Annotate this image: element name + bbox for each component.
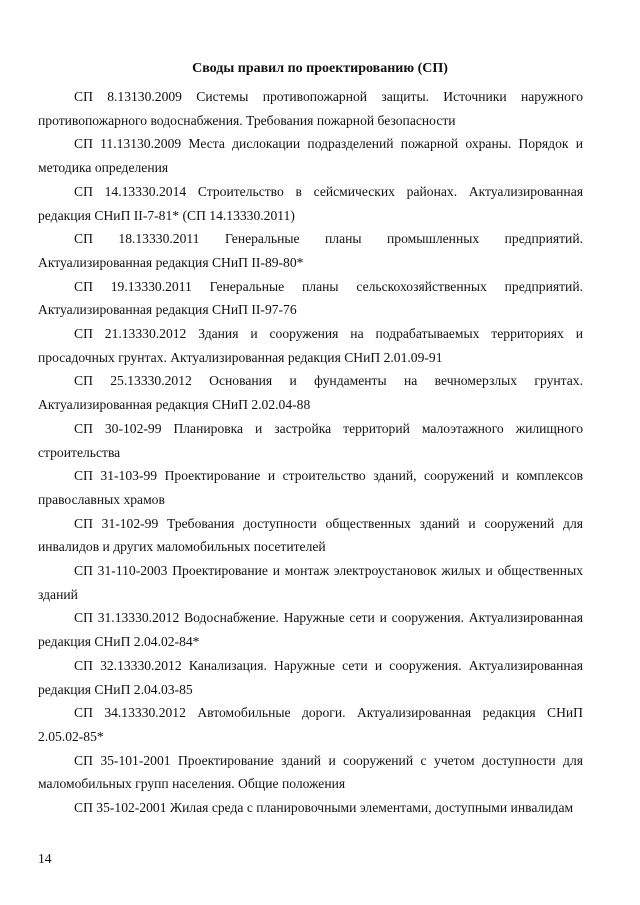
standard-entry: СП 25.13330.2012 Основания и фундаменты на вечномерзлых грунтах. Актуализированная редакция СНиП 2.02.04-88 [38, 373, 583, 413]
standard-entry: СП 19.13330.2011 Генеральные планы сельскохозяйственных предприятий. Актуализированная редакция СНиП II-97-76 [38, 278, 583, 318]
standard-entry: СП 8.13130.2009 Системы противопожарной защиты. Источники наружного противопожарного водоснабжения. Требования пожарной безопасности [38, 89, 583, 128]
page-number: 14 [38, 851, 52, 866]
section-heading: Своды правил по проектированию (СП) [192, 61, 448, 76]
standard-entry: СП 31-103-99 Проектирование и строительство зданий, сооружений и комплексов православных храмов [38, 468, 583, 507]
standards-list [38, 85, 583, 820]
standard-entry: СП 34.13330.2012 Автомобильные дороги. Актуализированная редакция СНиП 2.05.02-85* [38, 705, 583, 744]
standard-entry: СП 31-110-2003 Проектирование и монтаж электроустановок жилых и общественных зданий [38, 563, 583, 602]
standard-entry: СП 30-102-99 Планировка и застройка территорий малоэтажного жилищного строительства [38, 420, 583, 460]
standard-entry: СП 31.13330.2012 Водоснабжение. Наружные сети и сооружения. Актуализированная редакция СНиП 2.04.02-84* [38, 610, 583, 650]
standard-entry: СП 35-102-2001 Жилая среда с планировочными элементами, доступными инвалидам [74, 800, 574, 816]
standard-entry: СП 21.13330.2012 Здания и сооружения на подрабатываемых территориях и просадочных грунтах. Актуализированная редакция СНиП 2.01.09-91 [38, 326, 583, 365]
standard-entry: СП 32.13330.2012 Канализация. Наружные сети и сооружения. Актуализированная редакция СНиП 2.04.03-85 [38, 657, 583, 697]
standard-entry: СП 35-101-2001 Проектирование зданий и сооружений с учетом доступности для маломобильных групп населения. Общие положения [38, 752, 583, 792]
standard-entry: СП 14.13330.2014 Строительство в сейсмических районах. Актуализированная редакция СНиП II-7-81* (СП 14.13330.2011) [38, 183, 583, 223]
standard-entry: СП 31-102-99 Требования доступности общественных зданий и сооружений для инвалидов и других маломобильных посетителей [38, 515, 583, 555]
standard-entry: СП 11.13130.2009 Места дислокации подразделений пожарной охраны. Порядок и методика определения [38, 136, 583, 176]
standard-entry: СП 18.13330.2011 Генеральные планы промышленных предприятий. Актуализированная редакция СНиП II-89-80* [38, 231, 583, 270]
